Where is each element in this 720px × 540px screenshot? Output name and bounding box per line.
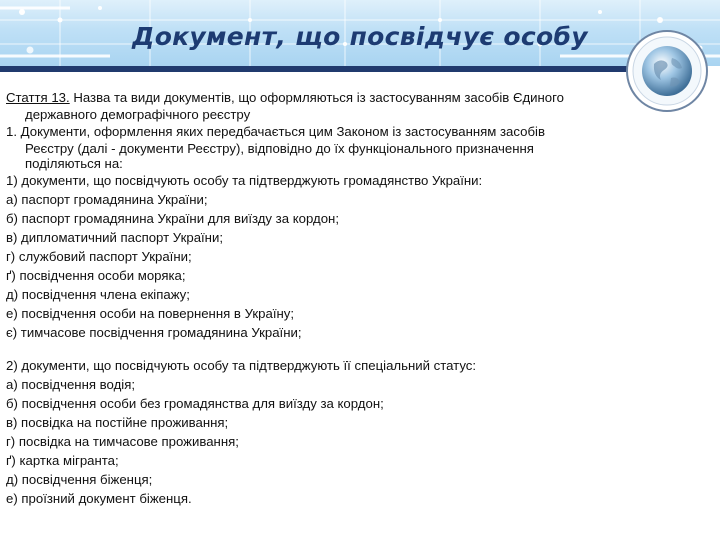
list-item: б) посвідчення особи без громадянства для виїзду за кордон; bbox=[6, 396, 384, 411]
group2-heading: 2) документи, що посвідчують особу та підтверджують її спеціальний статус: bbox=[6, 358, 477, 373]
intro-line2: Реєстру (далі - документи Реєстру), відповідно до їх функціонального призначення bbox=[25, 141, 534, 156]
list-item: д) посвідчення члена екіпажу; bbox=[6, 287, 190, 302]
article-heading-line1: Назва та види документів, що оформляються із застосуванням засобів Єдиного bbox=[69, 90, 564, 105]
list-item: г) посвідка на тимчасове проживання; bbox=[6, 434, 239, 449]
article-label: Стаття 13. bbox=[6, 90, 70, 105]
list-item: ґ) посвідчення особи моряка; bbox=[6, 268, 186, 283]
page-title: Документ, що посвідчує особу bbox=[132, 22, 588, 51]
list-item: а) паспорт громадянина України; bbox=[6, 192, 208, 207]
paragraph-gap bbox=[6, 342, 706, 356]
list-item: а) посвідчення водія; bbox=[6, 377, 135, 392]
list-item: б) паспорт громадянина України для виїзду за кордон; bbox=[6, 211, 339, 226]
list-item: в) посвідка на постійне проживання; bbox=[6, 415, 229, 430]
list-item: е) посвідчення особи на повернення в Україну; bbox=[6, 306, 295, 321]
list-item: е) проїзний документ біженця. bbox=[6, 491, 192, 506]
list-item: д) посвідчення біженця; bbox=[6, 472, 153, 487]
list-item: є) тимчасове посвідчення громадянина України; bbox=[6, 325, 302, 340]
group1-heading: 1) документи, що посвідчують особу та підтверджують громадянство України: bbox=[6, 173, 483, 188]
list-item: ґ) картка мігранта; bbox=[6, 453, 119, 468]
intro-line1: 1. Документи, оформлення яких передбачається цим Законом із застосуванням засобів bbox=[6, 124, 545, 139]
title-underline bbox=[0, 66, 640, 72]
document-body bbox=[6, 88, 706, 508]
article-title bbox=[6, 88, 706, 107]
list-item: г) службовий паспорт України; bbox=[6, 249, 192, 264]
article-heading-line2: державного демографічного реєстру bbox=[25, 107, 251, 122]
list-item: в) дипломатичний паспорт України; bbox=[6, 230, 224, 245]
intro-line3: поділяються на: bbox=[25, 156, 123, 171]
